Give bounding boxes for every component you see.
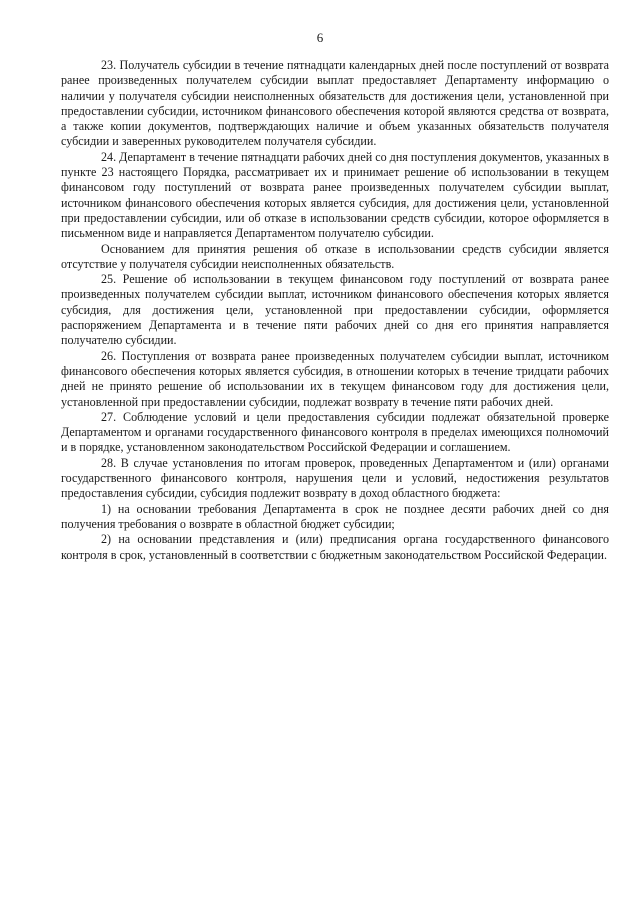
paragraph-28-item-2: 2) на основании представления и (или) предписания органа государственного финансового контроля в срок, установленный в соответствии с бюджетным законодательством Российской Федерации.	[61, 532, 609, 562]
document-body	[61, 58, 609, 563]
page-number: 6	[316, 30, 324, 45]
paragraph-refusal-basis: Основанием для принятия решения об отказе в использовании средств субсидии является отсутствие у получателя субсидии неисполненных обязательств.	[61, 241, 609, 271]
paragraph-23: 23. Получатель субсидии в течение пятнадцати календарных дней после поступлений от возврата ранее произведенных получателем субсидии выплат предоставляет Департаменту информацию о наличии у получателя субсидии неисполненных обязательств для достижения цели, установленной при предоставлении субсидии, источником финансового обеспечения которой являются средства от возврата, а также копии документов, подтверждающих наличие и объем указанных обязательств получателя субсидии и заверенных руководителем получателя субсидии.	[61, 58, 609, 149]
paragraph-26: 26. Поступления от возврата ранее произведенных получателем субсидии выплат, источником финансового обеспечения которых является субсидия, в отношении которых в течение тридцати рабочих дней не принято решение об использовании их в текущем финансовом году для достижения цели, установленной при предоставлении субсидии, подлежат возврату в течение пяти рабочих дней.	[61, 348, 609, 409]
paragraph-25: 25. Решение об использовании в текущем финансовом году поступлений от возврата ранее произведенных получателем субсидии выплат, источником финансового обеспечения которых является субсидия, для достижения цели, установленной при предоставлении субсидии, оформляется распоряжением Департамента и в течение пяти рабочих дней со дня его принятия направляется получателю субсидии.	[61, 272, 609, 348]
paragraph-28-item-1: 1) на основании требования Департамента в срок не позднее десяти рабочих дней со дня получения требования о возврате в областной бюджет субсидии;	[61, 501, 609, 531]
paragraph-27: 27. Соблюдение условий и цели предоставления субсидии подлежат обязательной проверке Департаментом и органами государственного финансового контроля в пределах имеющихся полномочий и в порядке, установленном законодательством Российской Федерации и соглашением.	[61, 409, 609, 455]
paragraph-24: 24. Департамент в течение пятнадцати рабочих дней со дня поступления документов, указанных в пункте 23 настоящего Порядка, рассматривает их и принимает решение об использовании в текущем финансовом году поступлений от возврата ранее произведенных получателем субсидии выплат, источником финансового обеспечения которых является субсидия, для достижения цели, установленной при предоставлении субсидии, или об отказе в использовании средств субсидии, которое оформляется в письменном виде и направляется Департаментом получателю субсидии.	[61, 149, 609, 241]
paragraph-28: 28. В случае установления по итогам проверок, проведенных Департаментом и (или) органами государственного финансового контроля, нарушения цели и условий, недостижения результатов предоставления субсидии, субсидия подлежит возврату в доход областного бюджета:	[61, 455, 609, 501]
